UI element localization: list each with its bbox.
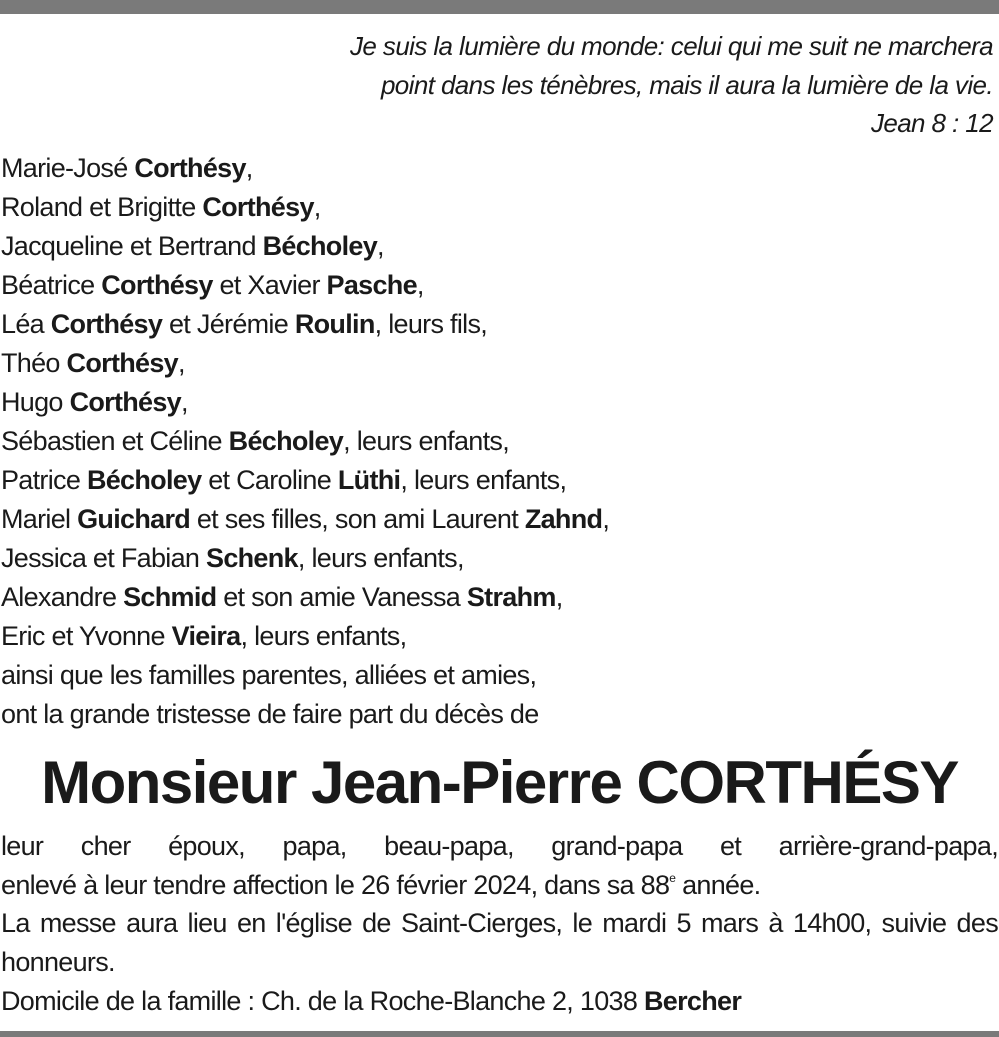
family-text: Léa — [1, 309, 51, 339]
family-line — [1, 227, 991, 266]
family-text: Roland et Brigitte — [1, 192, 203, 222]
family-list — [1, 149, 991, 734]
family-surname: Schmid — [123, 582, 217, 612]
family-text: Hugo — [1, 387, 70, 417]
family-surname: Pasche — [326, 270, 417, 300]
family-surname: Zahnd — [524, 504, 603, 534]
family-line — [1, 656, 991, 695]
family-line — [1, 422, 991, 461]
family-text: , — [602, 504, 610, 534]
family-surname: Vieira — [171, 621, 241, 651]
family-text: et Caroline — [201, 465, 338, 495]
family-line — [1, 539, 991, 578]
quote-reference: Jean 8 : 12 — [870, 108, 993, 138]
bottom-divider — [0, 1031, 999, 1037]
family-surname: Corthésy — [66, 348, 178, 378]
family-address — [1, 982, 998, 1021]
family-text: Alexandre — [1, 582, 124, 612]
family-surname: Schenk — [206, 543, 298, 573]
ordinal-suffix: e — [669, 870, 676, 885]
family-surname: Guichard — [77, 504, 191, 534]
family-text: , leurs enfants, — [400, 465, 567, 495]
family-text: , leurs fils, — [374, 309, 488, 339]
family-text: , leurs enfants, — [343, 426, 510, 456]
family-text: , — [181, 387, 188, 417]
family-surname: Corthésy — [50, 309, 163, 339]
family-text: et ses filles, son ami Laurent — [190, 504, 525, 534]
family-surname: Corthésy — [134, 153, 246, 183]
family-line — [1, 383, 991, 422]
family-text: Patrice — [1, 465, 87, 495]
death-line — [1, 866, 998, 905]
family-text: et Jérémie — [162, 309, 295, 339]
family-text: Béatrice — [1, 270, 102, 300]
family-line — [1, 188, 991, 227]
family-text: et son amie Vanessa — [216, 582, 467, 612]
family-line — [1, 344, 991, 383]
family-surname: Bécholey — [86, 465, 202, 495]
family-surname: Bécholey — [228, 426, 344, 456]
family-surname: Corthésy — [202, 192, 314, 222]
death-date-text: enlevé à leur tendre affection le 26 février 2024, dans sa 88 — [1, 869, 670, 900]
family-surname: Lüthi — [337, 465, 401, 495]
family-text: , — [245, 153, 253, 183]
family-text: , — [377, 231, 384, 261]
family-text: Théo — [1, 348, 67, 378]
family-text: , leurs enfants, — [240, 621, 407, 651]
family-text: ainsi que les familles parentes, alliées et amies, — [1, 660, 537, 690]
quote-line: point dans les ténèbres, mais il aura la lumière de la vie. — [380, 69, 993, 100]
family-text: ont la grande tristesse de faire part du décès de — [1, 699, 539, 729]
address-town: Bercher — [643, 985, 742, 1016]
family-text: , — [416, 270, 424, 300]
family-line — [1, 695, 991, 734]
family-line — [1, 500, 991, 539]
family-line — [1, 578, 991, 617]
deceased-name: Monsieur Jean-Pierre CORTHÉSY — [41, 749, 958, 816]
family-text: Sébastien et Céline — [1, 426, 229, 456]
family-surname: Strahm — [466, 582, 556, 612]
family-surname: Roulin — [294, 309, 375, 339]
relation-line: leur cher époux, papa, beau-papa, grand-papa et arrière-grand-papa, — [1, 831, 998, 861]
family-text: Marie-José — [1, 153, 135, 183]
family-line — [1, 149, 991, 188]
family-line — [1, 617, 991, 656]
family-line — [1, 266, 991, 305]
family-text: , leurs enfants, — [297, 543, 464, 573]
family-text: , — [177, 348, 185, 378]
bible-quote — [93, 27, 993, 143]
death-year-suffix: année. — [675, 869, 761, 900]
quote-line: Je suis la lumière du monde: celui qui me suit ne marchera — [350, 31, 993, 61]
family-text: Jessica et Fabian — [1, 543, 207, 573]
address-text: Domicile de la famille : Ch. de la Roche-Blanche 2, 1038 — [1, 985, 644, 1016]
family-text: , — [555, 582, 563, 612]
family-text: Jacqueline et Bertrand — [1, 231, 263, 261]
mass-info: La messe aura lieu en l'église de Saint-Cierges, le mardi 5 mars à 14h00, suivie des honneurs. — [1, 908, 998, 978]
family-surname: Corthésy — [101, 270, 213, 300]
family-line — [1, 461, 991, 500]
family-text: Eric et Yvonne — [1, 621, 172, 651]
family-line — [1, 305, 991, 344]
family-text: Mariel — [1, 504, 78, 534]
family-text: , — [313, 192, 321, 222]
family-text: et Xavier — [212, 270, 327, 300]
obituary-details — [1, 827, 998, 1021]
family-surname: Bécholey — [262, 231, 378, 261]
top-divider — [0, 0, 999, 14]
family-surname: Corthésy — [69, 387, 181, 417]
